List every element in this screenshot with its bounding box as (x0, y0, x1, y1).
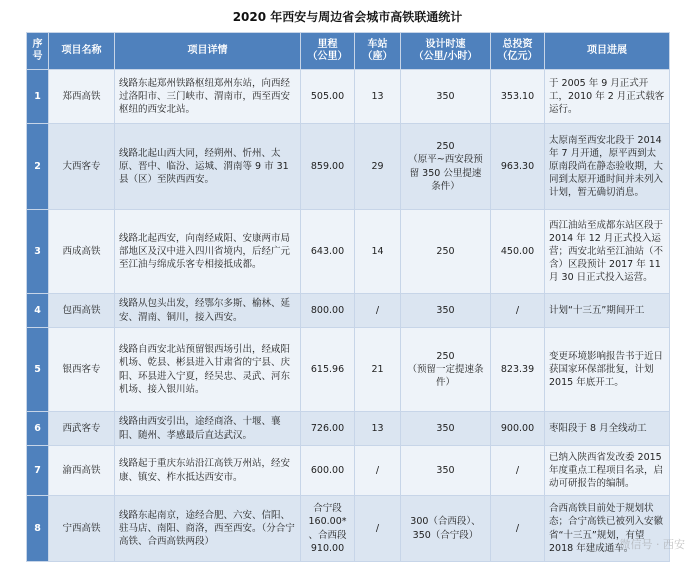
project-speed: 350 (401, 412, 491, 446)
project-speed: 250 （原平~西安段预留 350 公里提速条件） (401, 124, 491, 210)
header-no: 序 号 (27, 33, 49, 70)
table-row (27, 210, 670, 294)
header-progress: 项目进展 (545, 33, 670, 70)
project-length: 726.00 (301, 412, 355, 446)
project-length: 800.00 (301, 294, 355, 328)
header-length: 里程 （公里） (301, 33, 355, 70)
row-number: 5 (27, 328, 49, 412)
project-detail: 线路起于重庆东站沿江高铁万州站，经安康、镇安、柞水抵达西安市。 (115, 446, 301, 496)
project-stations: / (355, 496, 401, 562)
project-stations: 21 (355, 328, 401, 412)
row-number: 7 (27, 446, 49, 496)
row-number: 4 (27, 294, 49, 328)
project-progress: 西江油站至成都东站区段于 2014 年 12 月正式投入运营；西安北站至江油站（不含）区段预计 2017 年 11 月 30 日正式投入运营。 (545, 210, 670, 294)
project-invest: 900.00 (491, 412, 545, 446)
project-speed: 350 (401, 70, 491, 124)
project-invest: 450.00 (491, 210, 545, 294)
header-name: 项目名称 (49, 33, 115, 70)
project-speed: 350 (401, 446, 491, 496)
table-row (27, 328, 670, 412)
project-speed: 250 （预留一定提速条件） (401, 328, 491, 412)
header-invest: 总投资 （亿元） (491, 33, 545, 70)
project-invest: 823.39 (491, 328, 545, 412)
project-speed: 250 (401, 210, 491, 294)
project-detail: 线路东起郑州铁路枢纽郑州东站，向西经过洛阳市、三门峡市、渭南市，西至西安枢纽的西安北站。 (115, 70, 301, 124)
project-invest: 963.30 (491, 124, 545, 210)
project-detail: 线路自西安北站预留银西场引出，经咸阳机场、乾县、彬县进入甘肃省的宁县、庆阳、环县进入宁夏，经吴忠、灵武、河东机场、接入银川站。 (115, 328, 301, 412)
project-progress: 合西高铁目前处于规划状态；合宁高铁已被列入安徽省“十三五”规划，有望 2018 年建成通车。 (545, 496, 670, 562)
project-progress: 枣阳段于 8 月全线动工 (545, 412, 670, 446)
project-detail: 线路北起西安，向南经咸阳、安康两市局部地区及汉中进入四川省境内，后经广元至江油与绵成乐客专相接抵成都。 (115, 210, 301, 294)
project-length: 643.00 (301, 210, 355, 294)
project-name: 宁西高铁 (49, 496, 115, 562)
project-name: 渝西高铁 (49, 446, 115, 496)
project-name: 郑西高铁 (49, 70, 115, 124)
project-stations: 14 (355, 210, 401, 294)
project-progress: 于 2005 年 9 月正式开工，2010 年 2 月正式载客运行。 (545, 70, 670, 124)
row-number: 1 (27, 70, 49, 124)
header-stations: 车站 （座） (355, 33, 401, 70)
header-speed: 设计时速 （公里/小时） (401, 33, 491, 70)
project-speed: 300（合西段）、350（合宁段） (401, 496, 491, 562)
project-stations: / (355, 294, 401, 328)
project-name: 西成高铁 (49, 210, 115, 294)
table-row (27, 446, 670, 496)
project-length: 合宁段 160.00* 、合西段 910.00 (301, 496, 355, 562)
table-row (27, 70, 670, 124)
table-row (27, 294, 670, 328)
table-row (27, 412, 670, 446)
project-stations: 13 (355, 70, 401, 124)
row-number: 8 (27, 496, 49, 562)
project-length: 859.00 (301, 124, 355, 210)
project-progress: 已纳入陕西省发改委 2015 年度重点工程项目名录，启动可研报告的编制。 (545, 446, 670, 496)
project-length: 505.00 (301, 70, 355, 124)
project-length: 600.00 (301, 446, 355, 496)
project-invest: / (491, 446, 545, 496)
header-detail: 项目详情 (115, 33, 301, 70)
project-length: 615.96 (301, 328, 355, 412)
row-number: 6 (27, 412, 49, 446)
project-speed: 350 (401, 294, 491, 328)
project-detail: 线路从包头出发，经鄂尔多斯、榆林、延安、渭南、铜川，接入西安。 (115, 294, 301, 328)
project-stations: 29 (355, 124, 401, 210)
project-name: 大西客专 (49, 124, 115, 210)
project-detail: 线路由西安引出，途经商洛、十堰、襄阳、随州、孝感最后直达武汉。 (115, 412, 301, 446)
project-name: 包西高铁 (49, 294, 115, 328)
project-detail: 线路北起山西大同，经朔州、忻州、太原、晋中、临汾、运城、渭南等 9 市 31 县（区）至陕西西安。 (115, 124, 301, 210)
table-row (27, 124, 670, 210)
project-progress: 计划“十三五”期间开工 (545, 294, 670, 328)
project-invest: 353.10 (491, 70, 545, 124)
page-title: 2020 年西安与周边省会城市高铁联通统计 (0, 8, 695, 25)
project-invest: / (491, 294, 545, 328)
project-progress: 太原南至西安北段于 2014 年 7 月开通，原平西到太原南段尚在静态验收期，大同到太原开通时间并未列入计划，暂无确切消息。 (545, 124, 670, 210)
project-name: 银西客专 (49, 328, 115, 412)
table-row (27, 496, 670, 562)
row-number: 3 (27, 210, 49, 294)
row-number: 2 (27, 124, 49, 210)
table-header-row (27, 33, 670, 70)
project-name: 西武客专 (49, 412, 115, 446)
project-progress: 变更环境影响报告书于近日获国家环保部批复，计划 2015 年底开工。 (545, 328, 670, 412)
project-stations: 13 (355, 412, 401, 446)
project-invest: / (491, 496, 545, 562)
railway-table (26, 32, 670, 562)
project-stations: / (355, 446, 401, 496)
watermark: 微信号 · 西安 (620, 536, 686, 552)
project-detail: 线路东起南京，途经合肥、六安、信阳、驻马店、南阳、商洛，西至西安。（分合宁高铁、合西高铁两段） (115, 496, 301, 562)
